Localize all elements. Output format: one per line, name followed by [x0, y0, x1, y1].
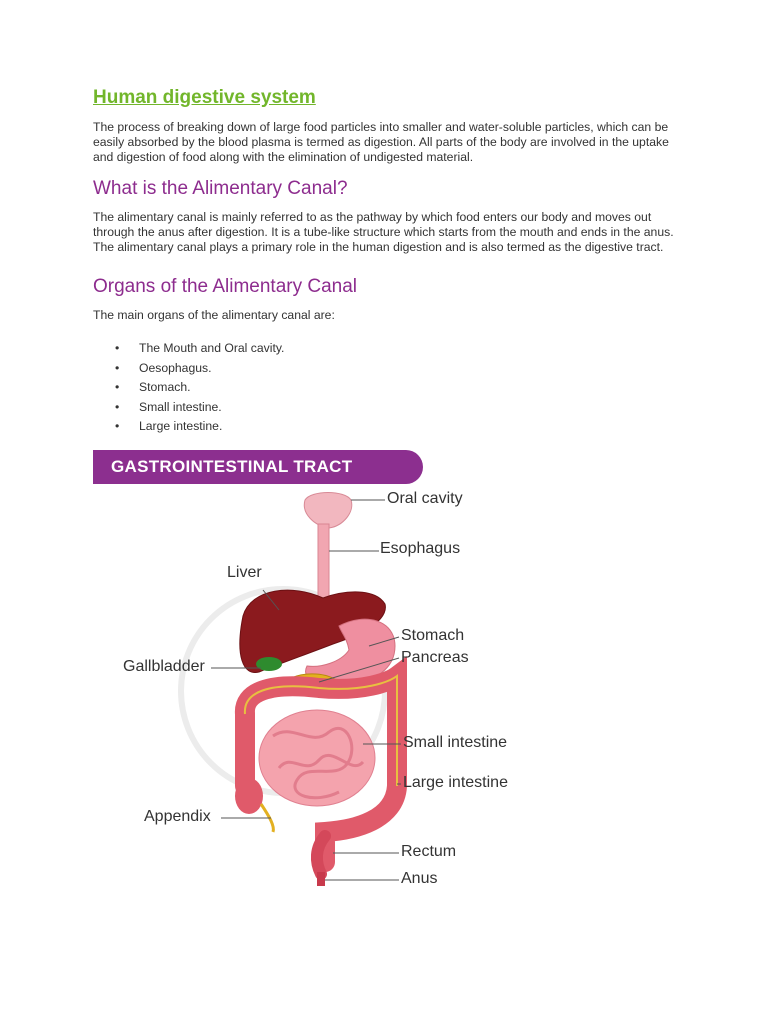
label-large-intestine: Large intestine: [403, 774, 508, 791]
label-liver: Liver: [227, 564, 262, 581]
bullet-icon: •: [115, 341, 120, 355]
list-item: • Stomach.: [93, 378, 683, 398]
document-body: [93, 86, 683, 437]
alimentary-canal-paragraph: The alimentary canal is mainly referred to as the pathway by which food enters our body and moves out through the anus after digestion. It is a tube-like structure which starts from the mouth and ends in the anus. The alimentary canal plays a primary role in the human digestion and is also termed as the digestive tract.: [93, 210, 674, 254]
bullet-icon: •: [115, 380, 120, 394]
label-rectum: Rectum: [401, 843, 457, 860]
list-item: • Large intestine.: [93, 417, 683, 437]
list-item: • Small intestine.: [93, 398, 683, 418]
banner-title: GASTROINTESTINAL TRACT: [111, 457, 353, 476]
section-heading-organs: Organs of the Alimentary Canal: [93, 276, 358, 297]
label-appendix: Appendix: [144, 808, 211, 825]
section-heading-alimentary-canal: What is the Alimentary Canal?: [93, 178, 348, 199]
figure-banner: [93, 450, 423, 484]
label-anus: Anus: [401, 870, 438, 887]
label-pancreas: Pancreas: [401, 649, 469, 666]
organs-intro: The main organs of the alimentary canal are:: [93, 308, 335, 322]
list-item: • Oesophagus.: [93, 359, 683, 379]
label-small-intestine: Small intestine: [403, 734, 508, 751]
label-esophagus: Esophagus: [380, 540, 461, 557]
bullet-icon: •: [115, 419, 120, 433]
digestive-tract-illustration: [93, 486, 533, 896]
list-item: • The Mouth and Oral cavity.: [93, 339, 683, 359]
label-gallbladder: Gallbladder: [123, 658, 205, 675]
page-title: Human digestive system: [93, 87, 316, 108]
organ-list: [93, 339, 683, 437]
label-oral-cavity: Oral cavity: [387, 490, 463, 507]
bullet-icon: •: [115, 399, 120, 414]
bullet-icon: •: [115, 360, 120, 375]
intro-paragraph: The process of breaking down of large food particles into smaller and water-soluble particles, which can be easily absorbed by the blood plasma is termed as digestion. All parts of the body are involved in the uptake and digestion of food along with the elimination of undigested material.: [93, 120, 669, 164]
gastrointestinal-diagram: [93, 486, 533, 896]
label-stomach: Stomach: [401, 627, 465, 644]
